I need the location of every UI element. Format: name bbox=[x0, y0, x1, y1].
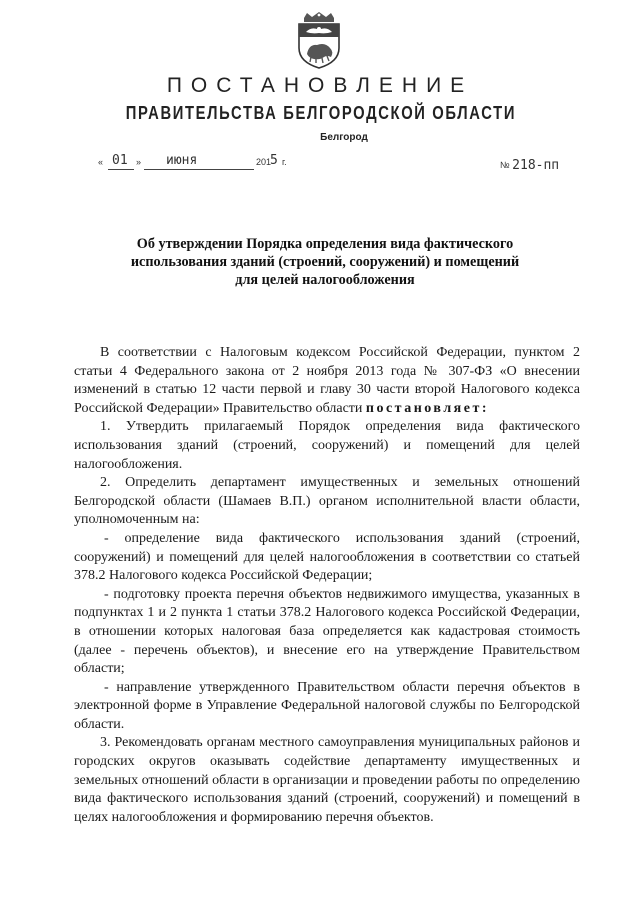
clause-2-subitem: - определение вида фактического использования зданий (строений, сооружений) и помещений для целей налогообложения в соответствии со статьей 378.2 Налогового кодекса Российской Федерации; bbox=[74, 530, 580, 584]
date-month-underline bbox=[144, 169, 254, 170]
belgorod-coat-of-arms-icon bbox=[294, 10, 344, 70]
clause-1: 1. Утвердить прилагаемый Порядок определения вида фактического использования зданий (строений, сооружений) и помещений для целей налогообложения. bbox=[74, 419, 580, 472]
date-year-suffix: г. bbox=[282, 157, 287, 167]
document-number bbox=[500, 157, 559, 172]
document-body bbox=[74, 344, 580, 827]
date-year-digit: 5 bbox=[270, 153, 278, 168]
number-value: 218-пп bbox=[512, 158, 560, 173]
document-title bbox=[100, 235, 550, 289]
clause-2-subitem: - подготовку проекта перечня объектов недвижимого имущества, указанных в подпунктах 1 и 2 пункта 1 статьи 378.2 Налогового кодекса Российской Федерации, в отношении которых налоговая база определяется как кадастровая стоимость (далее - перечень объектов), и внесение его на утверждение Правительством области; bbox=[74, 586, 580, 677]
clause-3: 3. Рекомендовать органам местного самоуправления муниципальных районов и городских округов оказывать содействие департаменту имущественных и земельных отношений области в организации и проведении работы по определению вида фактического использования зданий (строений, сооружений) и помещений в целях налогообложения и формированию перечня объектов. bbox=[74, 735, 580, 825]
date-quote-close: » bbox=[136, 157, 142, 167]
clause-2-subitem: - направление утвержденного Правительством области перечня объектов в электронной форме в Управление Федеральной налоговой службы по Белгородской области. bbox=[74, 679, 580, 732]
decree-word: постановляет: bbox=[365, 400, 489, 416]
title-line: использования зданий (строений, сооружений) и помещений bbox=[130, 254, 520, 270]
title-line: Об утверждении Порядка определения вида фактического bbox=[136, 236, 514, 252]
city-name: Белгород bbox=[320, 132, 368, 143]
title-line: для целей налогообложения bbox=[235, 272, 415, 288]
preamble-text: В соответствии с Налоговым кодексом Российской Федерации, пунктом 2 статьи 4 Федерального закона от 2 ноября 2013 года № 307-ФЗ «О внесении изменений в статью 12 части первой и главу 30 части второй Налогового кодекса Российской Федерации» Правительство области bbox=[74, 345, 580, 416]
date-day-underline bbox=[108, 169, 134, 170]
authority-heading: ПРАВИТЕЛЬСТВА БЕЛГОРОДСКОЙ ОБЛАСТИ bbox=[125, 103, 517, 123]
clause-2: 2. Определить департамент имущественных и земельных отношений Белгородской области (Шамаев В.П.) органом исполнительной власти области, уполномоченным на: bbox=[74, 475, 580, 528]
document-type-heading: ПОСТАНОВЛЕНИЕ bbox=[166, 74, 474, 97]
number-sign: № bbox=[500, 160, 510, 170]
date-day: 01 bbox=[112, 153, 128, 168]
preamble-paragraph bbox=[74, 344, 580, 418]
date-month: июня bbox=[166, 153, 198, 168]
date-year-prefix: 201 bbox=[256, 157, 272, 167]
date-quote-open: « bbox=[98, 157, 104, 167]
